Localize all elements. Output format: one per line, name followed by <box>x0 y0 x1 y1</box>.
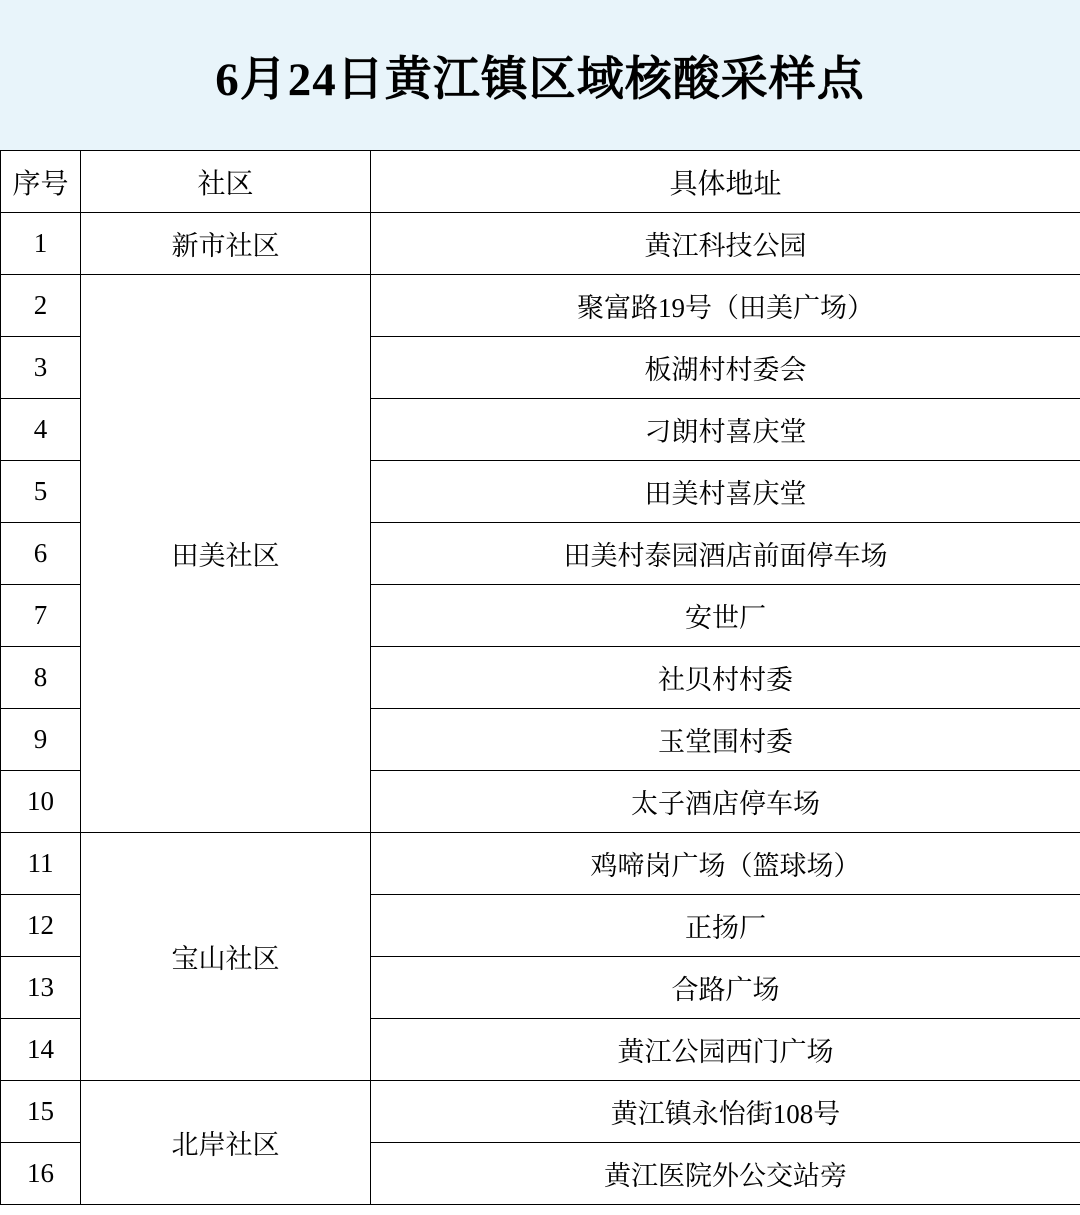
cell-index: 12 <box>1 895 81 957</box>
cell-index: 8 <box>1 647 81 709</box>
cell-index: 4 <box>1 399 81 461</box>
cell-community: 新市社区 <box>81 213 371 275</box>
cell-index: 7 <box>1 585 81 647</box>
cell-index: 10 <box>1 771 81 833</box>
cell-address: 板湖村村委会 <box>371 337 1080 399</box>
column-header-community: 社区 <box>81 151 371 213</box>
cell-index: 2 <box>1 275 81 337</box>
cell-index: 14 <box>1 1019 81 1081</box>
cell-address: 黄江医院外公交站旁 <box>371 1143 1080 1205</box>
cell-address: 合路广场 <box>371 957 1080 1019</box>
table-row <box>1 833 1080 895</box>
cell-address: 田美村泰园酒店前面停车场 <box>371 523 1080 585</box>
sampling-points-table <box>0 150 1080 1205</box>
cell-address: 黄江公园西门广场 <box>371 1019 1080 1081</box>
table-body <box>1 213 1080 1205</box>
cell-address: 黄江科技公园 <box>371 213 1080 275</box>
cell-community: 田美社区 <box>81 275 371 833</box>
column-header-index: 序号 <box>1 151 81 213</box>
column-header-address: 具体地址 <box>371 151 1080 213</box>
cell-index: 1 <box>1 213 81 275</box>
cell-index: 15 <box>1 1081 81 1143</box>
cell-community: 北岸社区 <box>81 1081 371 1205</box>
cell-address: 鸡啼岗广场（篮球场） <box>371 833 1080 895</box>
table-row <box>1 1081 1080 1143</box>
cell-index: 3 <box>1 337 81 399</box>
cell-address: 社贝村村委 <box>371 647 1080 709</box>
cell-index: 13 <box>1 957 81 1019</box>
cell-community: 宝山社区 <box>81 833 371 1081</box>
cell-index: 6 <box>1 523 81 585</box>
cell-address: 刁朗村喜庆堂 <box>371 399 1080 461</box>
cell-address: 安世厂 <box>371 585 1080 647</box>
cell-index: 16 <box>1 1143 81 1205</box>
cell-address: 田美村喜庆堂 <box>371 461 1080 523</box>
cell-address: 正扬厂 <box>371 895 1080 957</box>
table-header-row <box>1 151 1080 213</box>
table-row <box>1 213 1080 275</box>
document-title-bar <box>0 0 1080 150</box>
cell-address: 黄江镇永怡街108号 <box>371 1081 1080 1143</box>
cell-address: 太子酒店停车场 <box>371 771 1080 833</box>
cell-address: 聚富路19号（田美广场） <box>371 275 1080 337</box>
cell-address: 玉堂围村委 <box>371 709 1080 771</box>
table-row <box>1 275 1080 337</box>
cell-index: 5 <box>1 461 81 523</box>
cell-index: 11 <box>1 833 81 895</box>
page-title: 6月24日黄江镇区域核酸采样点 <box>215 53 865 106</box>
cell-index: 9 <box>1 709 81 771</box>
